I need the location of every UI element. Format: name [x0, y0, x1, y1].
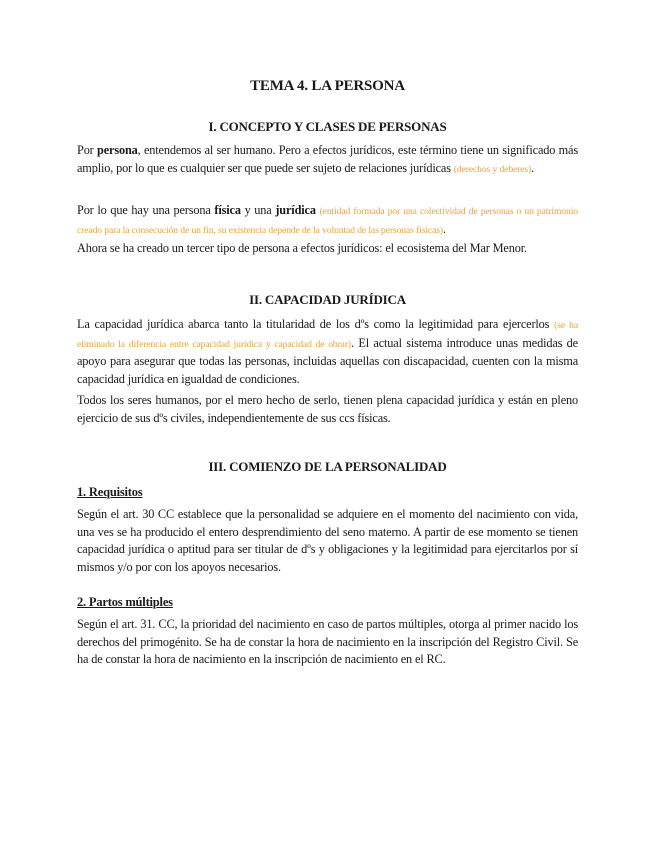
paragraph-partos-multiples: Según el art. 31. CC, la prioridad del nacimiento en caso de partos múltiples, otorga al primer nacido los derechos del primogénito. Se ha de constar la hora de nacimiento en la inscripción del Registro Civil. Se ha de constar la hora de nacimiento en la inscripción de nacimiento en el RC.: [77, 617, 578, 666]
term-persona: persona: [97, 143, 138, 157]
text-run: Por: [77, 143, 98, 157]
text-run: , entendemos al ser humano. Pero a efectos jurídicos, este término tiene un significado más amplio, por lo que es cualquier ser que puede ser sujeto de relaciones jurídicas: [77, 143, 578, 175]
text-run: .: [531, 160, 535, 175]
paragraph-seres-humanos: Todos los seres humanos, por el mero hecho de serlo, tienen plena capacidad jurídica y están en pleno ejercicio de sus dºs civiles, independientemente de sus ccs físicas.: [77, 393, 578, 425]
text-run: Por lo que hay una persona: [77, 203, 215, 217]
term-fisica: física: [214, 203, 241, 217]
annotation-note: (derechos y deberes): [453, 163, 532, 175]
annotation-note: (se ha eliminado la diferencia entre capacidad jurídica y capacidad de obrar): [77, 320, 578, 350]
subheading-partos-multiples: 2. Partos múltiples: [77, 595, 173, 609]
paragraph-tipos-persona: [77, 202, 578, 239]
section-heading-capacidad: II. CAPACIDAD JURÍDICA: [249, 292, 406, 307]
paragraph-persona: [77, 142, 578, 178]
text-run: y una: [240, 203, 276, 217]
page-title: TEMA 4. LA PERSONA: [250, 78, 405, 94]
paragraph-capacidad: [77, 316, 578, 388]
subheading-requisitos: 1. Requisitos: [77, 485, 143, 499]
paragraph-requisitos: Según el art. 30 CC establece que la personalidad se adquiere en el momento del nacimiento con vida, una ves se ha producido el entero desprendimiento del seno materno. A partir de ese momento se tienen capacidad jurídica o aptitud para ser titular de dºs y obligaciones y la legitimidad para ejercitarlos por sí mismos y/o por con los apoyos necesarios.: [77, 507, 578, 574]
annotation-note: (entidad formada por una colectividad de personas o un patrimonio creado para la consecución de un fin, su existencia depende de la voluntad de las personas físicas): [77, 206, 578, 236]
text-run: La capacidad jurídica abarca tanto la titularidad de los dºs como la legitimidad para ejercerlos: [77, 317, 555, 331]
term-juridica: jurídica: [275, 203, 316, 217]
paragraph-mar-menor: Ahora se ha creado un tercer tipo de persona a efectos jurídicos: el ecosistema del Mar Menor.: [77, 241, 527, 255]
section-heading-comienzo: III. COMIENZO DE LA PERSONALIDAD: [208, 459, 447, 474]
text-run: . El actual sistema introduce unas medidas de apoyo para asegurar que todas las personas, incluidas aquellas con discapacidad, cuenten con la misma capacidad jurídica en igualdad de condiciones.: [77, 335, 578, 386]
section-heading-concepto: I. CONCEPTO Y CLASES DE PERSONAS: [208, 119, 447, 134]
text-run: .: [442, 221, 446, 236]
